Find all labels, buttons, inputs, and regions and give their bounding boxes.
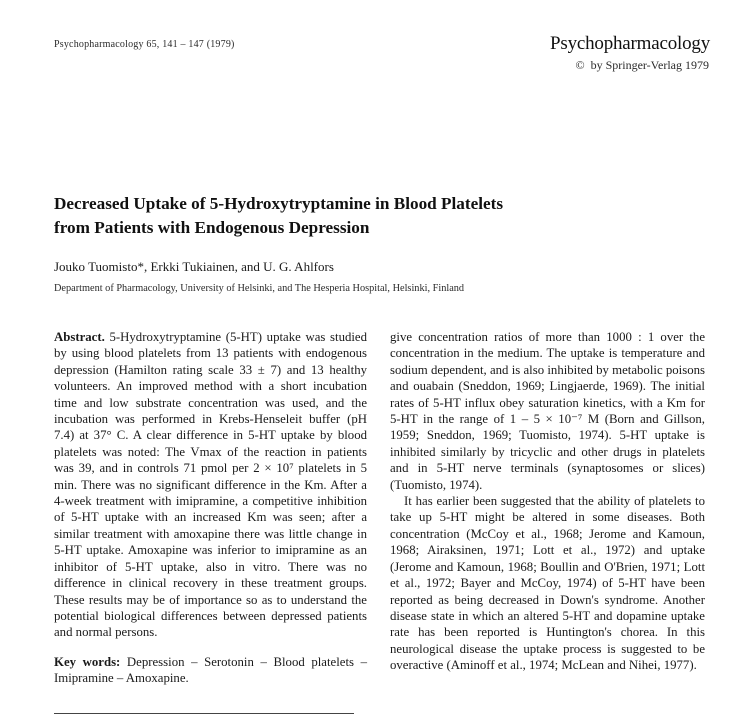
journal-reference: Psychopharmacology 65, 141 – 147 (1979): [54, 39, 235, 50]
body-paragraph-1: give concentration ratios of more than 1000 : 1 over the concentration in the medium. The uptake is temperature and sodium dependent, and is also inhibited by metabolic poisons and ouabain (Sneddon, 1969; Lingjaerde, 1969). The initial rates of 5-HT influx obey saturation kinetics, with a Km for 5-HT in the range of 1 – 5 × 10⁻⁷ M (Born and Gillson, 1959; Sneddon, 1969; Tuomisto, 1974). 5-HT uptake is inhibited similarly by tricyclic and other drugs in platelets and in 5-HT nerve terminals (synaptosomes or slices) (Tuomisto, 1974).: [390, 330, 705, 492]
title-line-2: from Patients with Endogenous Depression: [54, 218, 370, 237]
keywords-text: Depression – Serotonin – Blood platelets – Imipramine – Amoxapine.: [54, 654, 367, 686]
keywords: [54, 654, 367, 687]
article-title: [54, 192, 654, 240]
left-column: [54, 329, 367, 687]
abstract: [54, 329, 367, 641]
copyright-symbol: ©: [575, 58, 585, 72]
body-paragraph-2: It has earlier been suggested that the ability of platelets to take up 5-HT might be altered in some diseases. Both concentration (McCoy et al., 1968; Jerome and Kamoun, 1968; Airaksinen, 1971; Lott et al., 1972) and uptake (Jerome and Kamoun, 1968; Boullin and O'Brien, 1971; Lott et al., 1972; Bayer and McCoy, 1974) of 5-HT have been reported as being decreased in Down's syndrome. Another disease state in which an altered 5-HT and dopamine uptake rate has been reported is Huntington's chorea. In this neurological disease the uptake process is suggested to be overactive (Aminoff et al., 1974; McLean and Nihei, 1977).: [390, 494, 705, 673]
keywords-label: Key words:: [54, 654, 121, 669]
copyright-line: [575, 58, 709, 73]
abstract-text: 5-Hydroxytryptamine (5-HT) uptake was studied by using blood platelets from 13 patients with endogenous depression (Hamilton rating scale 33 ± 7) and 13 healthy volunteers. An improved method with a short incubation time and low substrate concentration was used, and the incubation was performed in Krebs-Henseleit buffer (pH 7.4) at 37° C. A clear difference in 5-HT uptake by blood platelets was noted: The Vmax of the reaction in patients was 39, and in controls 71 pmol per 2 × 10⁷ platelets in 5 min. There was no significant difference in the Km. After a 4-week treatment with imipramine, a competitive inhibition of 5-HT uptake with an increased Km was seen; after a similar treatment with amoxapine there was little change in 5-HT uptake. Amoxapine was inferior to imipramine as an inhibitor of 5-HT uptake, also in vitro. There was no difference in clinical recovery in these treatment groups. These results may be of importance so as to understand the potential biological differences between depressed patients and normal persons.: [54, 330, 367, 640]
footnote-divider: [54, 713, 354, 714]
title-line-1: Decreased Uptake of 5-Hydroxytryptamine in Blood Platelets: [54, 194, 504, 213]
copyright-text: by Springer-Verlag 1979: [590, 58, 709, 72]
right-column: [390, 329, 705, 674]
abstract-label: Abstract.: [54, 330, 105, 344]
affiliation: Department of Pharmacology, University of Helsinki, and The Hesperia Hospital, Helsinki, Finland: [54, 283, 465, 294]
authors: Jouko Tuomisto*, Erkki Tukiainen, and U. G. Ahlfors: [54, 259, 334, 274]
journal-name: Psychopharmacology: [550, 33, 710, 54]
